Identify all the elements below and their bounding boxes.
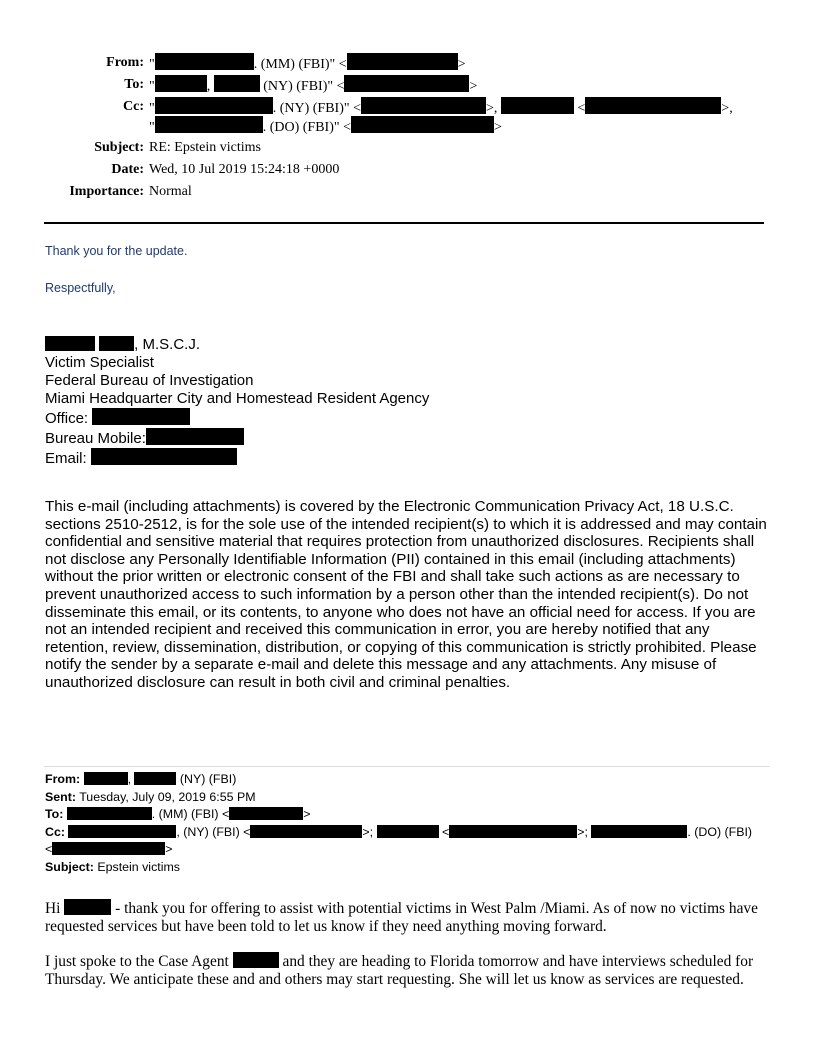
redaction-block <box>449 825 577 838</box>
redaction-block <box>155 97 273 114</box>
original-from: From: , (NY) (FBI) <box>45 772 237 786</box>
original-to: To: . (MM) (FBI) < > <box>45 807 311 821</box>
redaction-block <box>250 825 362 838</box>
reply-line-2: Respectfully, <box>45 281 116 295</box>
reply-line-1: Thank you for the update. <box>45 244 188 258</box>
cc-value-line-1: " . (NY) (FBI)" < >, < >, <box>149 97 733 118</box>
redaction-block <box>155 75 207 92</box>
redaction-block <box>229 807 303 820</box>
redaction-block <box>84 772 128 785</box>
redaction-block <box>92 408 190 425</box>
redaction-block <box>344 75 469 92</box>
original-cc-line-1: Cc: , (NY) (FBI) < >; < >; . (DO) (FBI) <box>45 824 753 839</box>
legal-disclaimer: This e-mail (including attachments) is covered by the Electronic Communication Privacy Act, 18 U.S.C. sections 2510-2512, is for the sole use of the intended recipient(s) to which it is addressed and may contain confidential and sensitive material that requires protection from unauthorized disclosures. Recipients shall not disclose any Personally Identifiable Information (PII) contained in this email (including attachments) without the prior written or electronic consent of the FBI and shall take such actions as are necessary to prevent unauthorized access to such information by a person other than the intended recipient(s). Do not disseminate this email, or its contents, to anyone who does not have an official need for access. If you are not an intended recipient and received this communication in error, you are hereby notified that any retention, review, dissemination, distribution, or copying of this communication is strictly prohibited. Please notify the sender by a separate e-mail and delete this message and any attachments. Any misuse of unauthorized disclosure can result in both civil and criminal penalties. <box>45 498 767 691</box>
signature-org: Federal Bureau of Investigation <box>45 372 254 389</box>
redaction-block <box>52 842 165 855</box>
signature-block <box>45 336 429 468</box>
signature-email: Email: <box>45 448 429 468</box>
redaction-block <box>351 116 494 133</box>
importance-value: Normal <box>149 184 192 199</box>
signature-office-name: Miami Headquarter City and Homestead Resident Agency <box>45 390 430 407</box>
redaction-block <box>99 336 134 351</box>
redaction-block <box>155 53 254 70</box>
redaction-block <box>155 116 263 133</box>
redaction-block <box>67 807 152 820</box>
redaction-block <box>214 75 260 92</box>
signature-mobile: Bureau Mobile: <box>45 428 429 448</box>
original-header <box>45 771 752 876</box>
redaction-block <box>45 336 95 351</box>
original-subject: Subject: Epstein victims <box>45 859 180 874</box>
redaction-block <box>591 825 687 838</box>
to-value: " , (NY) (FBI)" < > <box>149 75 477 96</box>
redaction-block <box>91 448 237 465</box>
signature-title: Victim Specialist <box>45 354 154 371</box>
to-label: To: <box>124 77 144 92</box>
redaction-block <box>501 97 574 114</box>
redaction-block <box>233 952 279 968</box>
signature-name: , M.S.C.J. <box>45 336 429 354</box>
original-sent: Sent: Tuesday, July 09, 2019 6:55 PM <box>45 789 256 804</box>
quoted-divider <box>44 766 770 767</box>
cc-label: Cc: <box>123 99 144 114</box>
original-paragraph-1: Hi - thank you for offering to assist with potential victims in West Palm /Miami. As of now no victims have requested services but have been told to let us know if they need anything moving forward. <box>45 900 758 935</box>
header-divider <box>44 222 764 224</box>
redaction-block <box>361 97 486 114</box>
from-label: From: <box>106 55 144 70</box>
subject-label: Subject: <box>94 140 144 155</box>
redaction-block <box>377 825 439 838</box>
redaction-block <box>146 428 244 445</box>
redaction-block <box>134 772 176 785</box>
redaction-block <box>585 97 721 114</box>
subject-value: RE: Epstein victims <box>149 140 261 155</box>
redaction-block <box>68 825 176 838</box>
cc-value-line-2: " . (DO) (FBI)" < > <box>149 116 502 137</box>
original-cc-line-2: < > <box>45 842 173 856</box>
original-paragraph-2: I just spoke to the Case Agent and they are heading to Florida tomorrow and have interviews scheduled for Thursday. We anticipate these and and others may start requesting. She will let us know as services are requested. <box>45 953 754 988</box>
signature-office: Office: <box>45 408 429 428</box>
redaction-block <box>347 53 458 70</box>
from-value: " . (MM) (FBI)" < > <box>149 53 466 74</box>
date-value: Wed, 10 Jul 2019 15:24:18 +0000 <box>149 162 340 177</box>
redaction-block <box>64 899 111 915</box>
date-label: Date: <box>111 162 144 177</box>
importance-label: Importance: <box>69 184 144 199</box>
